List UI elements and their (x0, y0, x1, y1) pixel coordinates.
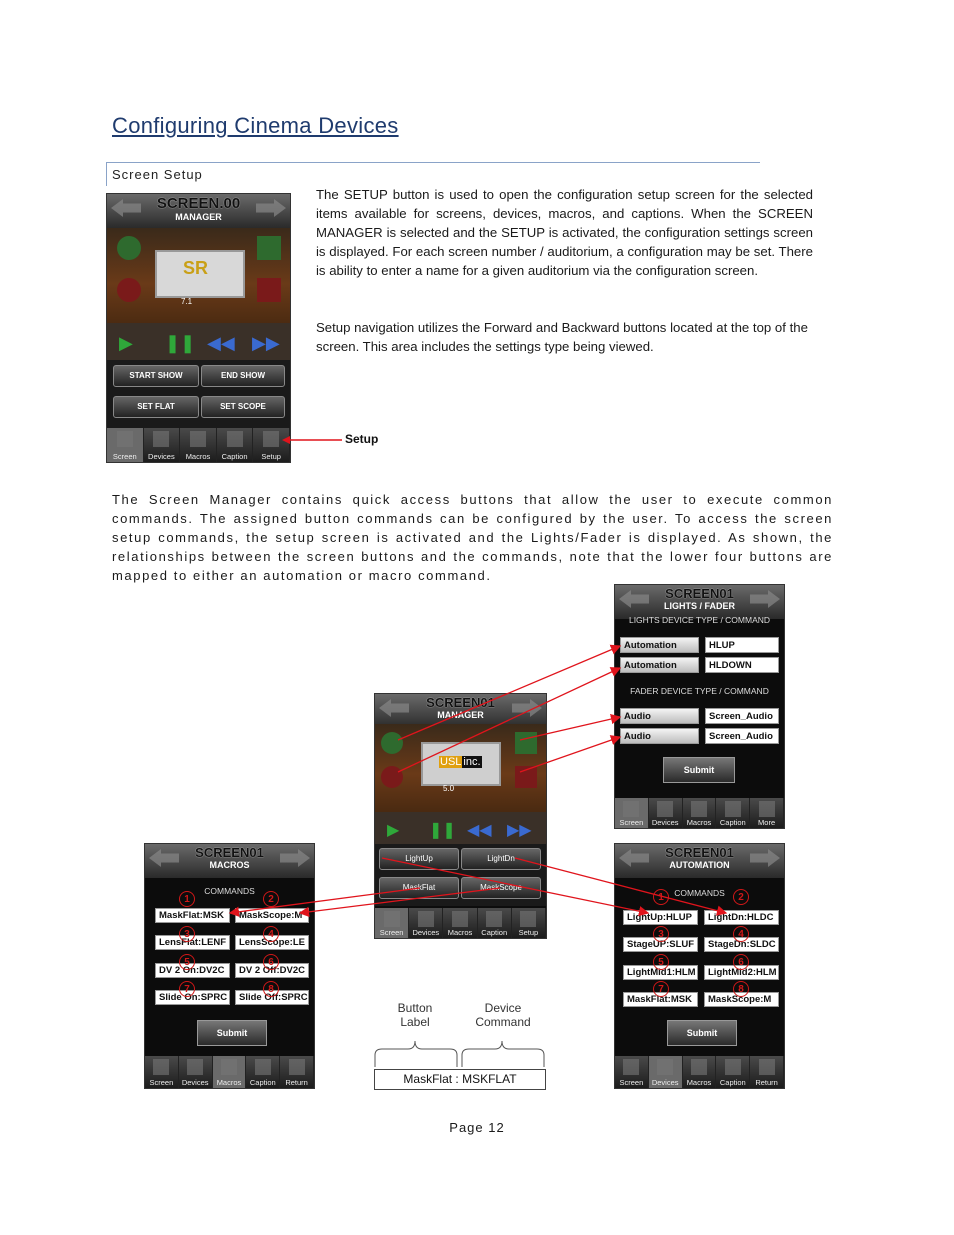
automation-cell-5[interactable]: LightMid1:HLM (623, 965, 698, 980)
phone-header (145, 844, 314, 878)
lights-header: LIGHTS DEVICE TYPE / COMMAND (628, 615, 771, 625)
screen-subtitle: MACROS (209, 860, 250, 870)
action-panel (375, 844, 546, 906)
pause-icon[interactable]: ❚❚ (165, 333, 196, 353)
tab-setup[interactable]: Setup (512, 908, 546, 938)
macro-cell-8[interactable]: Slide Off:SPRC (235, 990, 309, 1005)
tab-macros[interactable]: Macros (683, 1056, 717, 1088)
transport-bar (107, 323, 290, 363)
automation-cell-3[interactable]: StageUP:SLUF (623, 937, 698, 952)
phone-header (615, 844, 784, 878)
automation-cell-6[interactable]: LightMid2:HLM (704, 965, 779, 980)
setup-callout-label: Setup (345, 432, 379, 446)
mute-icon[interactable] (257, 278, 281, 302)
tab-caption[interactable]: Caption (716, 1056, 750, 1088)
tab-screen[interactable]: Screen (375, 908, 409, 938)
automation-number-5: 5 (653, 954, 669, 970)
rewind-icon[interactable]: ◀◀ (207, 333, 235, 353)
tab-caption[interactable]: Caption (716, 798, 750, 828)
macro-number-5: 5 (179, 954, 195, 970)
tab-screen[interactable]: Screen (615, 1056, 649, 1088)
submit-button[interactable]: Submit (663, 757, 735, 783)
fader-type-2[interactable]: Audio (620, 728, 699, 744)
theater-image (375, 724, 546, 849)
tab-devices[interactable]: Devices (409, 908, 443, 938)
theater-image (107, 228, 290, 368)
tab-macros[interactable]: Macros (213, 1056, 247, 1088)
tab-caption[interactable]: Caption (246, 1056, 280, 1088)
automation-number-6: 6 (733, 954, 749, 970)
section-title: Screen Setup (112, 167, 203, 182)
phone-header (375, 694, 546, 728)
macro-number-1: 1 (179, 891, 195, 907)
lights-fader-screenshot (614, 584, 785, 829)
automation-number-4: 4 (733, 926, 749, 942)
lights-command-2[interactable]: HLDOWN (705, 657, 779, 673)
mute-icon[interactable] (515, 766, 537, 788)
tab-caption[interactable]: Caption (217, 428, 254, 462)
setup-callout-arrow (280, 432, 350, 448)
tab-macros[interactable]: Macros (683, 798, 717, 828)
format-label: 7.1 (181, 297, 193, 306)
tab-setup[interactable]: Setup (253, 428, 290, 462)
tab-bar (375, 908, 546, 938)
maskflat-button[interactable]: MaskFlat (379, 877, 459, 899)
screen-title: SCREEN01 (665, 845, 734, 860)
lights-type-1[interactable]: Automation (620, 637, 699, 653)
tab-macros[interactable]: Macros (443, 908, 477, 938)
logo: USL inc. (440, 756, 481, 768)
screen-subtitle: MANAGER (175, 212, 222, 222)
macro-cell-3[interactable]: LensFlat:LENF (155, 935, 230, 950)
set-flat-button[interactable]: SET FLAT (113, 396, 199, 418)
screen-manager-screenshot (106, 193, 291, 463)
set-scope-button[interactable]: SET SCOPE (201, 396, 285, 418)
light-off-icon[interactable] (117, 278, 141, 302)
pause-icon[interactable]: ❚❚ (429, 822, 456, 839)
legend-example-box: MaskFlat : MSKFLAT (374, 1069, 546, 1090)
play-icon[interactable]: ▶ (119, 333, 133, 353)
tab-devices[interactable]: Devices (144, 428, 181, 462)
automation-number-8: 8 (733, 981, 749, 997)
fader-command-1[interactable]: Screen_Audio (705, 708, 779, 724)
action-panel (107, 360, 290, 428)
macro-number-7: 7 (179, 981, 195, 997)
legend-button-label: Button Label (397, 1001, 433, 1029)
maskscope-button[interactable]: MaskScope (461, 877, 541, 899)
macro-cell-1[interactable]: MaskFlat:MSK (155, 908, 230, 923)
fader-type-1[interactable]: Audio (620, 708, 699, 724)
light-bulb-icon[interactable] (381, 732, 403, 754)
tab-devices[interactable]: Devices (649, 1056, 683, 1088)
fast-forward-icon[interactable]: ▶▶ (507, 822, 532, 839)
automation-number-7: 7 (653, 981, 669, 997)
legend-device-command: Device Command (475, 1001, 531, 1029)
rewind-icon[interactable]: ◀◀ (467, 822, 492, 839)
automation-number-3: 3 (653, 926, 669, 942)
tab-devices[interactable]: Devices (649, 798, 683, 828)
screen-subtitle: MANAGER (437, 710, 484, 720)
fast-forward-icon[interactable]: ▶▶ (252, 333, 280, 353)
end-show-button[interactable]: END SHOW (201, 365, 285, 387)
macro-number-8: 8 (263, 981, 279, 997)
screen-subtitle: AUTOMATION (669, 860, 730, 870)
section-rule-vertical (106, 162, 107, 186)
screen-subtitle: LIGHTS / FADER (663, 601, 735, 611)
light-off-icon[interactable] (381, 766, 403, 788)
tab-bar (107, 428, 290, 462)
body-paragraph: The Screen Manager contains quick access buttons that allow the user to execute common commands. The assigned button commands can be configured by the user. To access the screen setup commands, the setup screen is activated and the Lights/Fader is displayed. As shown, the relationships between the screen buttons and the commands, note that the lower four buttons are mapped to either an automation or macro command. (112, 492, 833, 583)
tab-screen[interactable]: Screen (615, 798, 649, 828)
automation-number-2: 2 (733, 889, 749, 905)
tab-return[interactable]: Return (750, 1056, 784, 1088)
page-heading: Configuring Cinema Devices (112, 113, 399, 138)
start-show-button[interactable]: START SHOW (113, 365, 199, 387)
tab-devices[interactable]: Devices (179, 1056, 213, 1088)
screen01-manager-screenshot (374, 693, 547, 939)
macros-screenshot (144, 843, 315, 1089)
phone-header (615, 585, 784, 619)
intro-paragraph-2: Setup navigation utilizes the Forward and Backward buttons located at the top of the screen. This area includes the settings type being viewed. (316, 320, 808, 354)
stage-screen (421, 742, 501, 786)
tab-macros[interactable]: Macros (180, 428, 217, 462)
transport-bar (375, 812, 546, 846)
fader-header: FADER DEVICE TYPE / COMMAND (630, 686, 769, 696)
logo: SR (183, 258, 209, 278)
automation-screenshot (614, 843, 785, 1089)
phone-header (107, 194, 290, 228)
macro-number-4: 4 (263, 926, 279, 942)
speaker-icon[interactable] (515, 732, 537, 754)
macro-number-2: 2 (263, 891, 279, 907)
intro-paragraph-1: The SETUP button is used to open the configuration setup screen for the selected items available for screens, devices, macros, and captions. When the SCREEN MANAGER is selected and the SETUP is activated, the configuration settings screen is displayed. For each screen number / auditorium, a configuration may be set. There is ability to enter a name for a given auditorium via the configuration screen. (316, 187, 813, 278)
stage-screen (155, 250, 245, 298)
submit-button[interactable]: Submit (197, 1020, 267, 1046)
automation-number-1: 1 (653, 889, 669, 905)
screen-title: SCREEN01 (426, 695, 495, 710)
lights-type-2[interactable]: Automation (620, 657, 699, 673)
macro-cell-2[interactable]: MaskScope:M (235, 908, 309, 923)
lights-command-1[interactable]: HLUP (705, 637, 779, 653)
legend-braces (374, 1037, 546, 1069)
macro-number-3: 3 (179, 926, 195, 942)
tab-bar (615, 798, 784, 828)
tab-bar (145, 1056, 314, 1088)
automation-cell-2[interactable]: LightDn:HLDC (704, 910, 779, 925)
tab-more[interactable]: More (750, 798, 784, 828)
automation-cell-7[interactable]: MaskFlat:MSK (623, 992, 698, 1007)
automation-cell-1[interactable]: LightUp:HLUP (623, 910, 698, 925)
lightdn-button[interactable]: LightDn (461, 848, 541, 870)
commands-header: COMMANDS (204, 886, 255, 896)
automation-cell-4[interactable]: StageDn:SLDC (704, 937, 779, 952)
macro-cell-4[interactable]: LensScope:LE (235, 935, 309, 950)
commands-header: COMMANDS (674, 888, 725, 898)
format-label: 5.0 (443, 784, 455, 793)
screen-title: SCREEN.00 (156, 195, 241, 212)
play-icon[interactable]: ▶ (387, 822, 400, 839)
fader-command-2[interactable]: Screen_Audio (705, 728, 779, 744)
macro-cell-6[interactable]: DV 2 Off:DV2C (235, 963, 309, 978)
macro-cell-7[interactable]: Slide On:SPRC (155, 990, 230, 1005)
tab-caption[interactable]: Caption (478, 908, 512, 938)
screen-title: SCREEN01 (195, 845, 264, 860)
lightup-button[interactable]: LightUp (379, 848, 459, 870)
tab-screen[interactable]: Screen (145, 1056, 179, 1088)
tab-return[interactable]: Return (280, 1056, 314, 1088)
macro-cell-5[interactable]: DV 2 On:DV2C (155, 963, 230, 978)
section-rule (106, 162, 760, 163)
automation-cell-8[interactable]: MaskScope:M (704, 992, 779, 1007)
speaker-icon[interactable] (257, 236, 281, 260)
light-bulb-icon[interactable] (117, 236, 141, 260)
screen-title: SCREEN01 (665, 586, 734, 601)
page-number: Page 12 (449, 1120, 505, 1135)
tab-screen[interactable]: Screen (107, 428, 144, 462)
tab-bar (615, 1056, 784, 1088)
submit-button[interactable]: Submit (667, 1020, 737, 1046)
macro-number-6: 6 (263, 954, 279, 970)
